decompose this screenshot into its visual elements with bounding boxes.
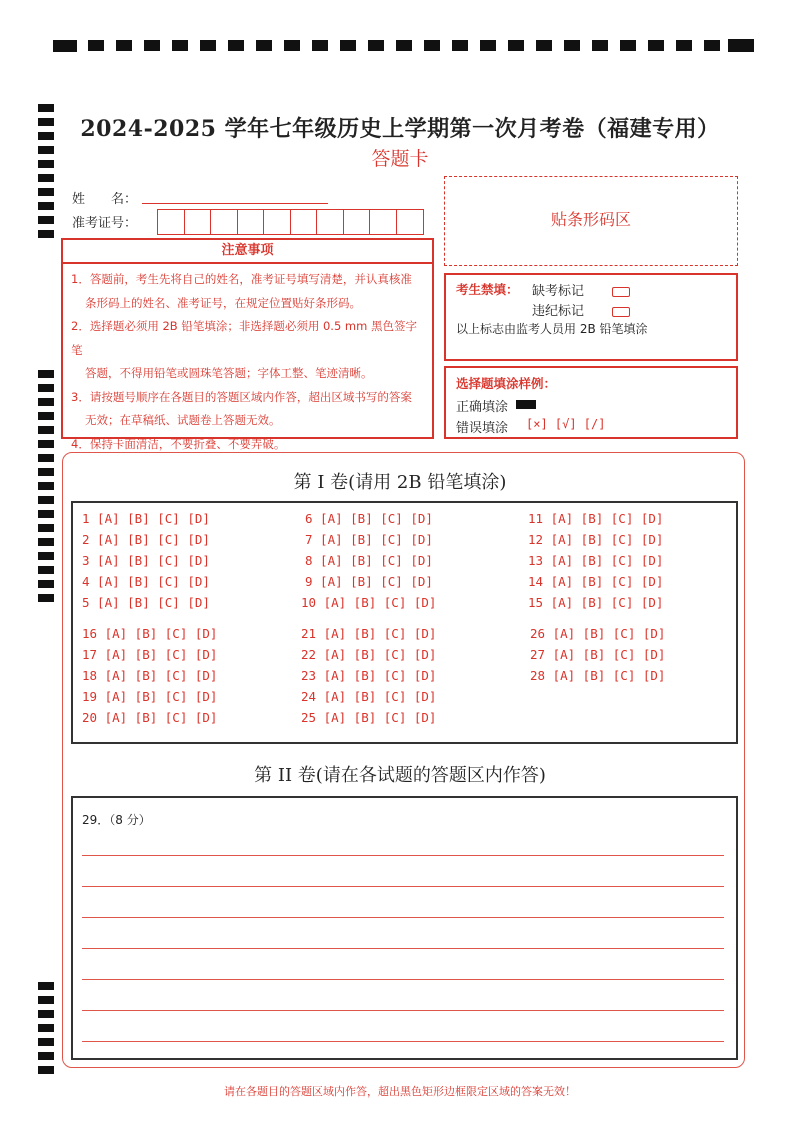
mc-question[interactable]: 28 [A] [B] [C] [D]	[530, 668, 666, 683]
footer-warning: 请在各题目的答题区域内作答，超出黑色矩形边框限定区域的答案无效！	[224, 1085, 576, 1098]
mc-question[interactable]: 26 [A] [B] [C] [D]	[530, 626, 666, 641]
mc-question[interactable]: 21 [A] [B] [C] [D]	[301, 626, 437, 641]
id-digit-box[interactable]	[211, 210, 238, 234]
notice-item: 4．保持卡面清洁，不要折叠、不要弄破。	[71, 436, 286, 451]
id-digit-box[interactable]	[397, 210, 424, 234]
id-digit-box[interactable]	[317, 210, 344, 234]
part2-answer-box[interactable]	[71, 796, 738, 1060]
mc-question[interactable]: 11 [A] [B] [C] [D]	[528, 511, 664, 526]
violation-mark-box[interactable]	[612, 301, 630, 320]
mc-question[interactable]: 13 [A] [B] [C] [D]	[528, 553, 664, 568]
wrong-fill-label: 错误填涂	[456, 421, 509, 436]
mc-question[interactable]: 22 [A] [B] [C] [D]	[301, 647, 437, 662]
mc-question[interactable]: 2 [A] [B] [C] [D]	[82, 532, 210, 547]
id-label: 准考证号：	[72, 216, 138, 231]
notice-body	[61, 264, 434, 451]
mc-question[interactable]: 10 [A] [B] [C] [D]	[301, 595, 437, 610]
id-digit-box[interactable]	[370, 210, 397, 234]
id-digit-box[interactable]	[185, 210, 212, 234]
absent-mark-box[interactable]	[612, 281, 630, 300]
id-digit-box[interactable]	[291, 210, 318, 234]
id-digit-box[interactable]	[344, 210, 371, 234]
correct-fill-sample	[516, 400, 536, 409]
id-number-boxes[interactable]	[157, 209, 424, 235]
violation-label: 违纪标记	[532, 304, 585, 319]
mc-question[interactable]: 1 [A] [B] [C] [D]	[82, 511, 210, 526]
notice-item: 答题，不得用铅笔或圆珠笔答题；字体工整、笔迹清晰。	[85, 366, 373, 380]
part2-title: 第 II 卷(请在各试题的答题区内作答)	[254, 765, 546, 786]
part1-title: 第 I 卷(请用 2B 铅笔填涂)	[293, 472, 507, 493]
mc-question[interactable]: 8 [A] [B] [C] [D]	[305, 553, 433, 568]
notice-item: 条形码上的姓名、准考证号，在规定位置贴好条形码。	[85, 295, 361, 310]
mc-question[interactable]: 4 [A] [B] [C] [D]	[82, 574, 210, 589]
notice-item: 1．答题前，考生先将自己的姓名，准考证号填写清楚，并认真核准	[71, 272, 412, 286]
mc-question[interactable]: 9 [A] [B] [C] [D]	[305, 574, 433, 589]
proctor-title: 考生禁填：	[456, 282, 519, 297]
id-digit-box[interactable]	[264, 210, 291, 234]
answer-line[interactable]	[82, 1041, 724, 1042]
correct-fill-label: 正确填涂	[456, 400, 509, 415]
answer-line[interactable]	[82, 948, 724, 949]
proctor-note: 以上标志由监考人员用 2B 铅笔填涂	[456, 322, 648, 336]
mc-question[interactable]: 16 [A] [B] [C] [D]	[82, 626, 218, 641]
answer-line[interactable]	[82, 917, 724, 918]
notice-item: 3．请按题号顺序在各题目的答题区域内作答，超出区域书写的答案	[71, 389, 412, 404]
absent-label: 缺考标记	[532, 284, 585, 299]
notice-item: 2．选择题必须用 2B 铅笔填涂；非选择题必须用 0.5 mm 黑色签字笔	[71, 319, 417, 357]
mc-question[interactable]: 25 [A] [B] [C] [D]	[301, 710, 437, 725]
mc-question[interactable]: 23 [A] [B] [C] [D]	[301, 668, 437, 683]
id-digit-box[interactable]	[158, 210, 185, 234]
notice-item: 无效；在草稿纸、试题卷上答题无效。	[85, 413, 281, 427]
answer-line[interactable]	[82, 855, 724, 856]
mc-question[interactable]: 19 [A] [B] [C] [D]	[82, 689, 218, 704]
mc-question[interactable]: 27 [A] [B] [C] [D]	[530, 647, 666, 662]
mc-question[interactable]: 20 [A] [B] [C] [D]	[82, 710, 218, 725]
mc-question[interactable]: 24 [A] [B] [C] [D]	[301, 689, 437, 704]
name-label: 姓 名：	[72, 192, 138, 207]
notice-title: 注意事项	[61, 238, 434, 264]
mc-question[interactable]: 14 [A] [B] [C] [D]	[528, 574, 664, 589]
question-29-label: 29．（8 分）	[82, 813, 151, 827]
sample-title: 选择题填涂样例：	[456, 376, 557, 391]
mc-question[interactable]: 17 [A] [B] [C] [D]	[82, 647, 218, 662]
page-title: 2024-2025 学年七年级历史上学期第一次月考卷（福建专用）	[80, 116, 720, 142]
mc-question[interactable]: 7 [A] [B] [C] [D]	[305, 532, 433, 547]
mc-question[interactable]: 6 [A] [B] [C] [D]	[305, 511, 433, 526]
answer-line[interactable]	[82, 1010, 724, 1011]
wrong-fill-marks: [×] [√] [/]	[526, 417, 606, 431]
id-digit-box[interactable]	[238, 210, 265, 234]
name-field[interactable]	[142, 203, 328, 204]
mc-question[interactable]: 18 [A] [B] [C] [D]	[82, 668, 218, 683]
mc-question[interactable]: 12 [A] [B] [C] [D]	[528, 532, 664, 547]
mc-question[interactable]: 15 [A] [B] [C] [D]	[528, 595, 664, 610]
page-subtitle: 答题卡	[371, 148, 429, 170]
mc-question[interactable]: 3 [A] [B] [C] [D]	[82, 553, 210, 568]
mc-question[interactable]: 5 [A] [B] [C] [D]	[82, 595, 210, 610]
answer-line[interactable]	[82, 979, 724, 980]
answer-line[interactable]	[82, 886, 724, 887]
barcode-area: 贴条形码区	[444, 176, 738, 266]
